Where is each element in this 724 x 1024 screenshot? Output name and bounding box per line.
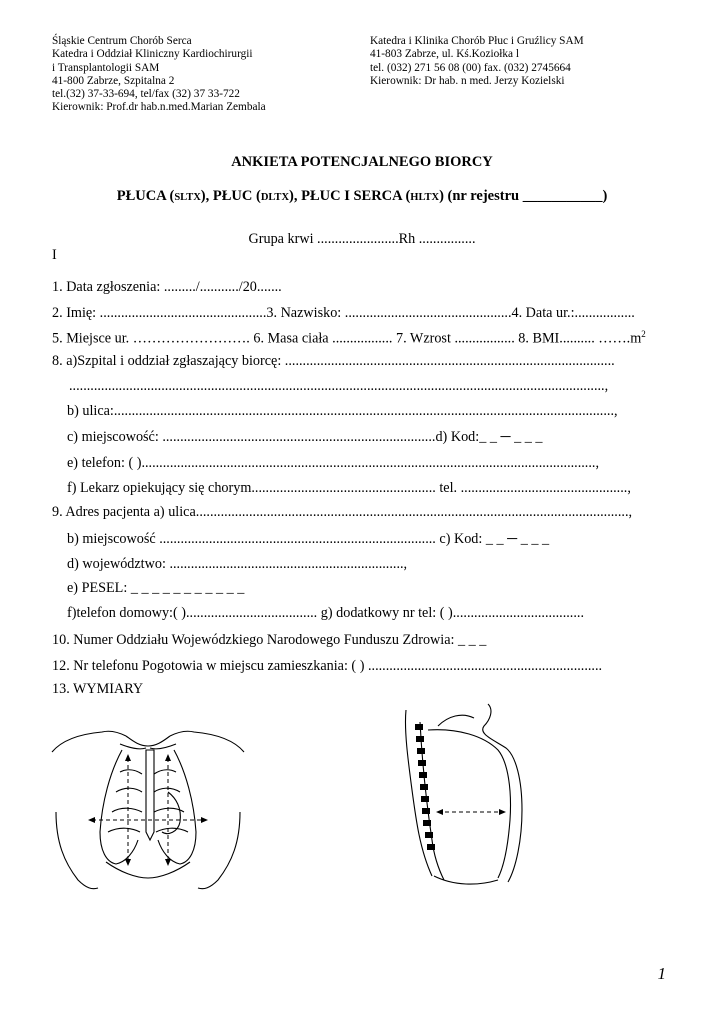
section-roman-numeral: I xyxy=(52,247,57,263)
lung-outline xyxy=(428,730,511,878)
heart-outline xyxy=(162,792,180,834)
vertebra xyxy=(416,736,424,742)
subtitle-abbrev: SLTX xyxy=(174,192,201,203)
right-rib-cage-lower xyxy=(198,812,240,889)
ambulance-phone-field[interactable]: 12. Nr telefonu Pogotowia w miejscu zamieszkania: ( ) .................................................................. xyxy=(52,658,603,674)
header-right-institution xyxy=(370,35,584,88)
header-left-line: Katedra i Oddział Kliniczny Kardiochirurgii xyxy=(52,48,253,61)
header-left-line: 41-800 Zabrze, Szpitalna 2 xyxy=(52,74,175,87)
chest-lateral-diagram xyxy=(398,700,528,900)
left-shoulder-outline xyxy=(52,731,126,752)
page-number: 1 xyxy=(657,964,666,983)
header-right-line: Katedra i Klinika Chorób Płuc i Gruźlicy SAM xyxy=(370,35,584,47)
name-surname-dob-fields[interactable]: 2. Imię: ...............................................3. Nazwisko: ...............................................4. Data ur.:................. xyxy=(52,305,635,321)
vertebra xyxy=(427,844,435,850)
header-right-line: tel. (032) 271 56 08 (00) fax. (032) 2745664 xyxy=(370,61,571,74)
patient-city-postcode-field[interactable]: b) miejscowość .............................................................................. c) Kod: _ _ ─ _ _ _ xyxy=(67,531,550,547)
front-outline xyxy=(483,704,522,882)
header-left-line: i Transplantologii SAM xyxy=(52,61,160,74)
subtitle-abbrev: HLTX xyxy=(410,192,440,203)
right-ribs xyxy=(154,770,188,832)
bmi-unit-exponent: 2 xyxy=(641,329,646,339)
patient-street-field[interactable]: 9. Adres pacjenta a) ulica.........................................................................................................................., xyxy=(52,504,633,520)
vertebra xyxy=(417,748,425,754)
blood-group-field[interactable]: Grupa krwi .......................Rh ................ xyxy=(248,231,476,247)
hospital-street-field[interactable]: b) ulica:............................................................................................................................................., xyxy=(67,403,618,419)
attending-doctor-field[interactable]: f) Lekarz opiekujący się chorym.................................................... tel. ..............................................., xyxy=(67,480,631,496)
referring-hospital-field[interactable]: 8. a)Szpital i oddział zgłaszający biorcę: ............................................................................................. xyxy=(52,353,615,369)
submission-date-field[interactable]: 1. Data zgłoszenia: ........./.........../20....... xyxy=(52,279,282,295)
header-right-line: 41-803 Zabrze, ul. Kś.Koziołka l xyxy=(370,48,520,61)
subtitle-part: PŁUCA ( xyxy=(116,188,175,204)
subtitle-part: ), PŁUC ( xyxy=(200,188,261,204)
vertebra xyxy=(419,772,427,778)
vertebra xyxy=(418,760,426,766)
vertebra xyxy=(421,796,429,802)
vertebra xyxy=(423,820,431,826)
subtitle-part: ), PŁUC I SERCA ( xyxy=(289,188,411,204)
left-rib-cage-lower xyxy=(56,812,98,889)
header-left-line: Kierownik: Prof.dr hab.n.med.Marian Zembala xyxy=(52,101,266,114)
header-left-line: tel.(32) 37-33-694, tel/fax (32) 37 33-722 xyxy=(52,88,240,101)
referring-hospital-continuation[interactable]: ......................................................................................................................................................., xyxy=(69,378,609,394)
patient-voivodeship-field[interactable]: d) województwo: .................................................................., xyxy=(67,556,408,572)
patient-pesel-field[interactable]: e) PESEL: _ _ _ _ _ _ _ _ _ _ _ xyxy=(67,580,245,596)
chest-front-diagram xyxy=(50,712,246,898)
hospital-city-postcode-field[interactable]: c) miejscowość: .............................................................................d) Kod:_ _ ─ _ _ _ xyxy=(67,429,543,445)
scapula-top xyxy=(438,715,474,726)
vertebra xyxy=(425,832,433,838)
form-title: ANKIETA POTENCJALNEGO BIORCY xyxy=(231,154,493,170)
sternum xyxy=(146,750,154,840)
left-ribs xyxy=(108,770,142,832)
right-lung-outline xyxy=(158,750,196,864)
right-shoulder-outline xyxy=(170,731,244,752)
diaphragm-base xyxy=(434,876,498,884)
vertebra xyxy=(420,784,428,790)
vertebra xyxy=(422,808,430,814)
neck-outline xyxy=(126,736,170,746)
nfz-branch-field[interactable]: 10. Numer Oddziału Wojewódzkiego Narodowego Funduszu Zdrowia: _ _ _ xyxy=(52,632,487,648)
back-outline xyxy=(405,710,432,876)
line-text: 5. Miejsce ur. ……………………. 6. Masa ciała ................. 7. Wzrost ................. 8. BMI.......... …….m xyxy=(52,330,642,347)
header-left-line: Śląskie Centrum Chorób Serca xyxy=(52,35,192,47)
subtitle-abbrev: DLTX xyxy=(260,192,290,203)
header-right-line: Kierownik: Dr hab. n med. Jerzy Kozielski xyxy=(370,74,565,87)
left-lung-outline xyxy=(100,750,138,864)
patient-phone-fields[interactable]: f)telefon domowy:( )..................................... g) dodatkowy nr tel: ( )..................................... xyxy=(67,605,584,621)
form-subtitle xyxy=(0,188,724,205)
header-left-institution xyxy=(52,35,266,115)
birthplace-weight-height-bmi-fields[interactable] xyxy=(52,329,646,348)
vertebra xyxy=(415,724,423,730)
hospital-phone-field[interactable]: e) telefon: ( )................................................................................................................................, xyxy=(67,455,599,471)
measurements-heading: 13. WYMIARY xyxy=(52,681,144,697)
subtitle-part: ) (nr rejestru ___________) xyxy=(439,188,608,204)
diaphragm-line xyxy=(106,862,190,878)
